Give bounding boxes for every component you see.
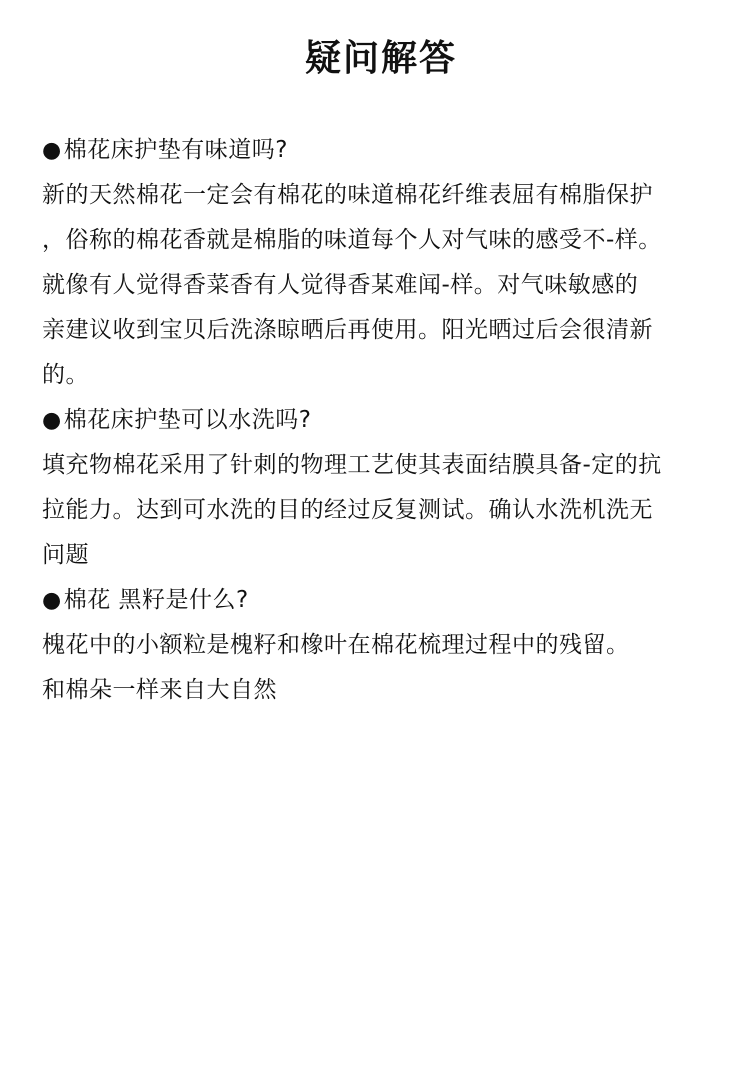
- faq-answer-line: 的。: [42, 362, 89, 388]
- page-title: 疑问解答: [304, 38, 457, 79]
- question-text: 棉花 黑籽是什么?: [63, 587, 249, 613]
- faq-answer-line: 新的天然棉花一定会有棉花的味道棉花纤维表屈有棉脂保护: [42, 182, 653, 208]
- faq-answer-line: 和棉朵一样来自大自然: [42, 677, 277, 703]
- bullet-icon: ●: [42, 588, 62, 613]
- faq-answer-line: ，俗称的棉花香就是棉脂的味道每个人对气味的感受不-样。: [42, 227, 662, 253]
- faq-answer-line: 就像有人觉得香菜香有人觉得香某难闻-样。对气味敏感的: [42, 272, 639, 298]
- faq-answer-line: 问题: [42, 542, 89, 568]
- faq-answer-line: 槐花中的小额粒是槐籽和橡叶在棉花梳理过程中的残留。: [42, 632, 630, 658]
- bullet-icon: ●: [42, 408, 62, 433]
- faq-answer-line: 亲建议收到宝贝后洗涤晾晒后再使用。阳光晒过后会很清新: [42, 317, 653, 343]
- faq-answer-line: 拉能力。达到可水洗的目的经过反复测试。确认水洗机洗无: [42, 497, 653, 523]
- faq-question-1: [42, 128, 720, 173]
- question-text: 棉花床护垫有味道吗?: [63, 137, 288, 163]
- faq-content: [42, 128, 720, 713]
- faq-question-3: [42, 578, 720, 623]
- bullet-icon: ●: [42, 138, 62, 163]
- question-text: 棉花床护垫可以水洗吗?: [63, 407, 312, 433]
- faq-answer-line: 填充物棉花采用了针刺的物理工艺使其表面结膜具备-定的抗: [42, 452, 662, 478]
- faq-question-2: [42, 398, 720, 443]
